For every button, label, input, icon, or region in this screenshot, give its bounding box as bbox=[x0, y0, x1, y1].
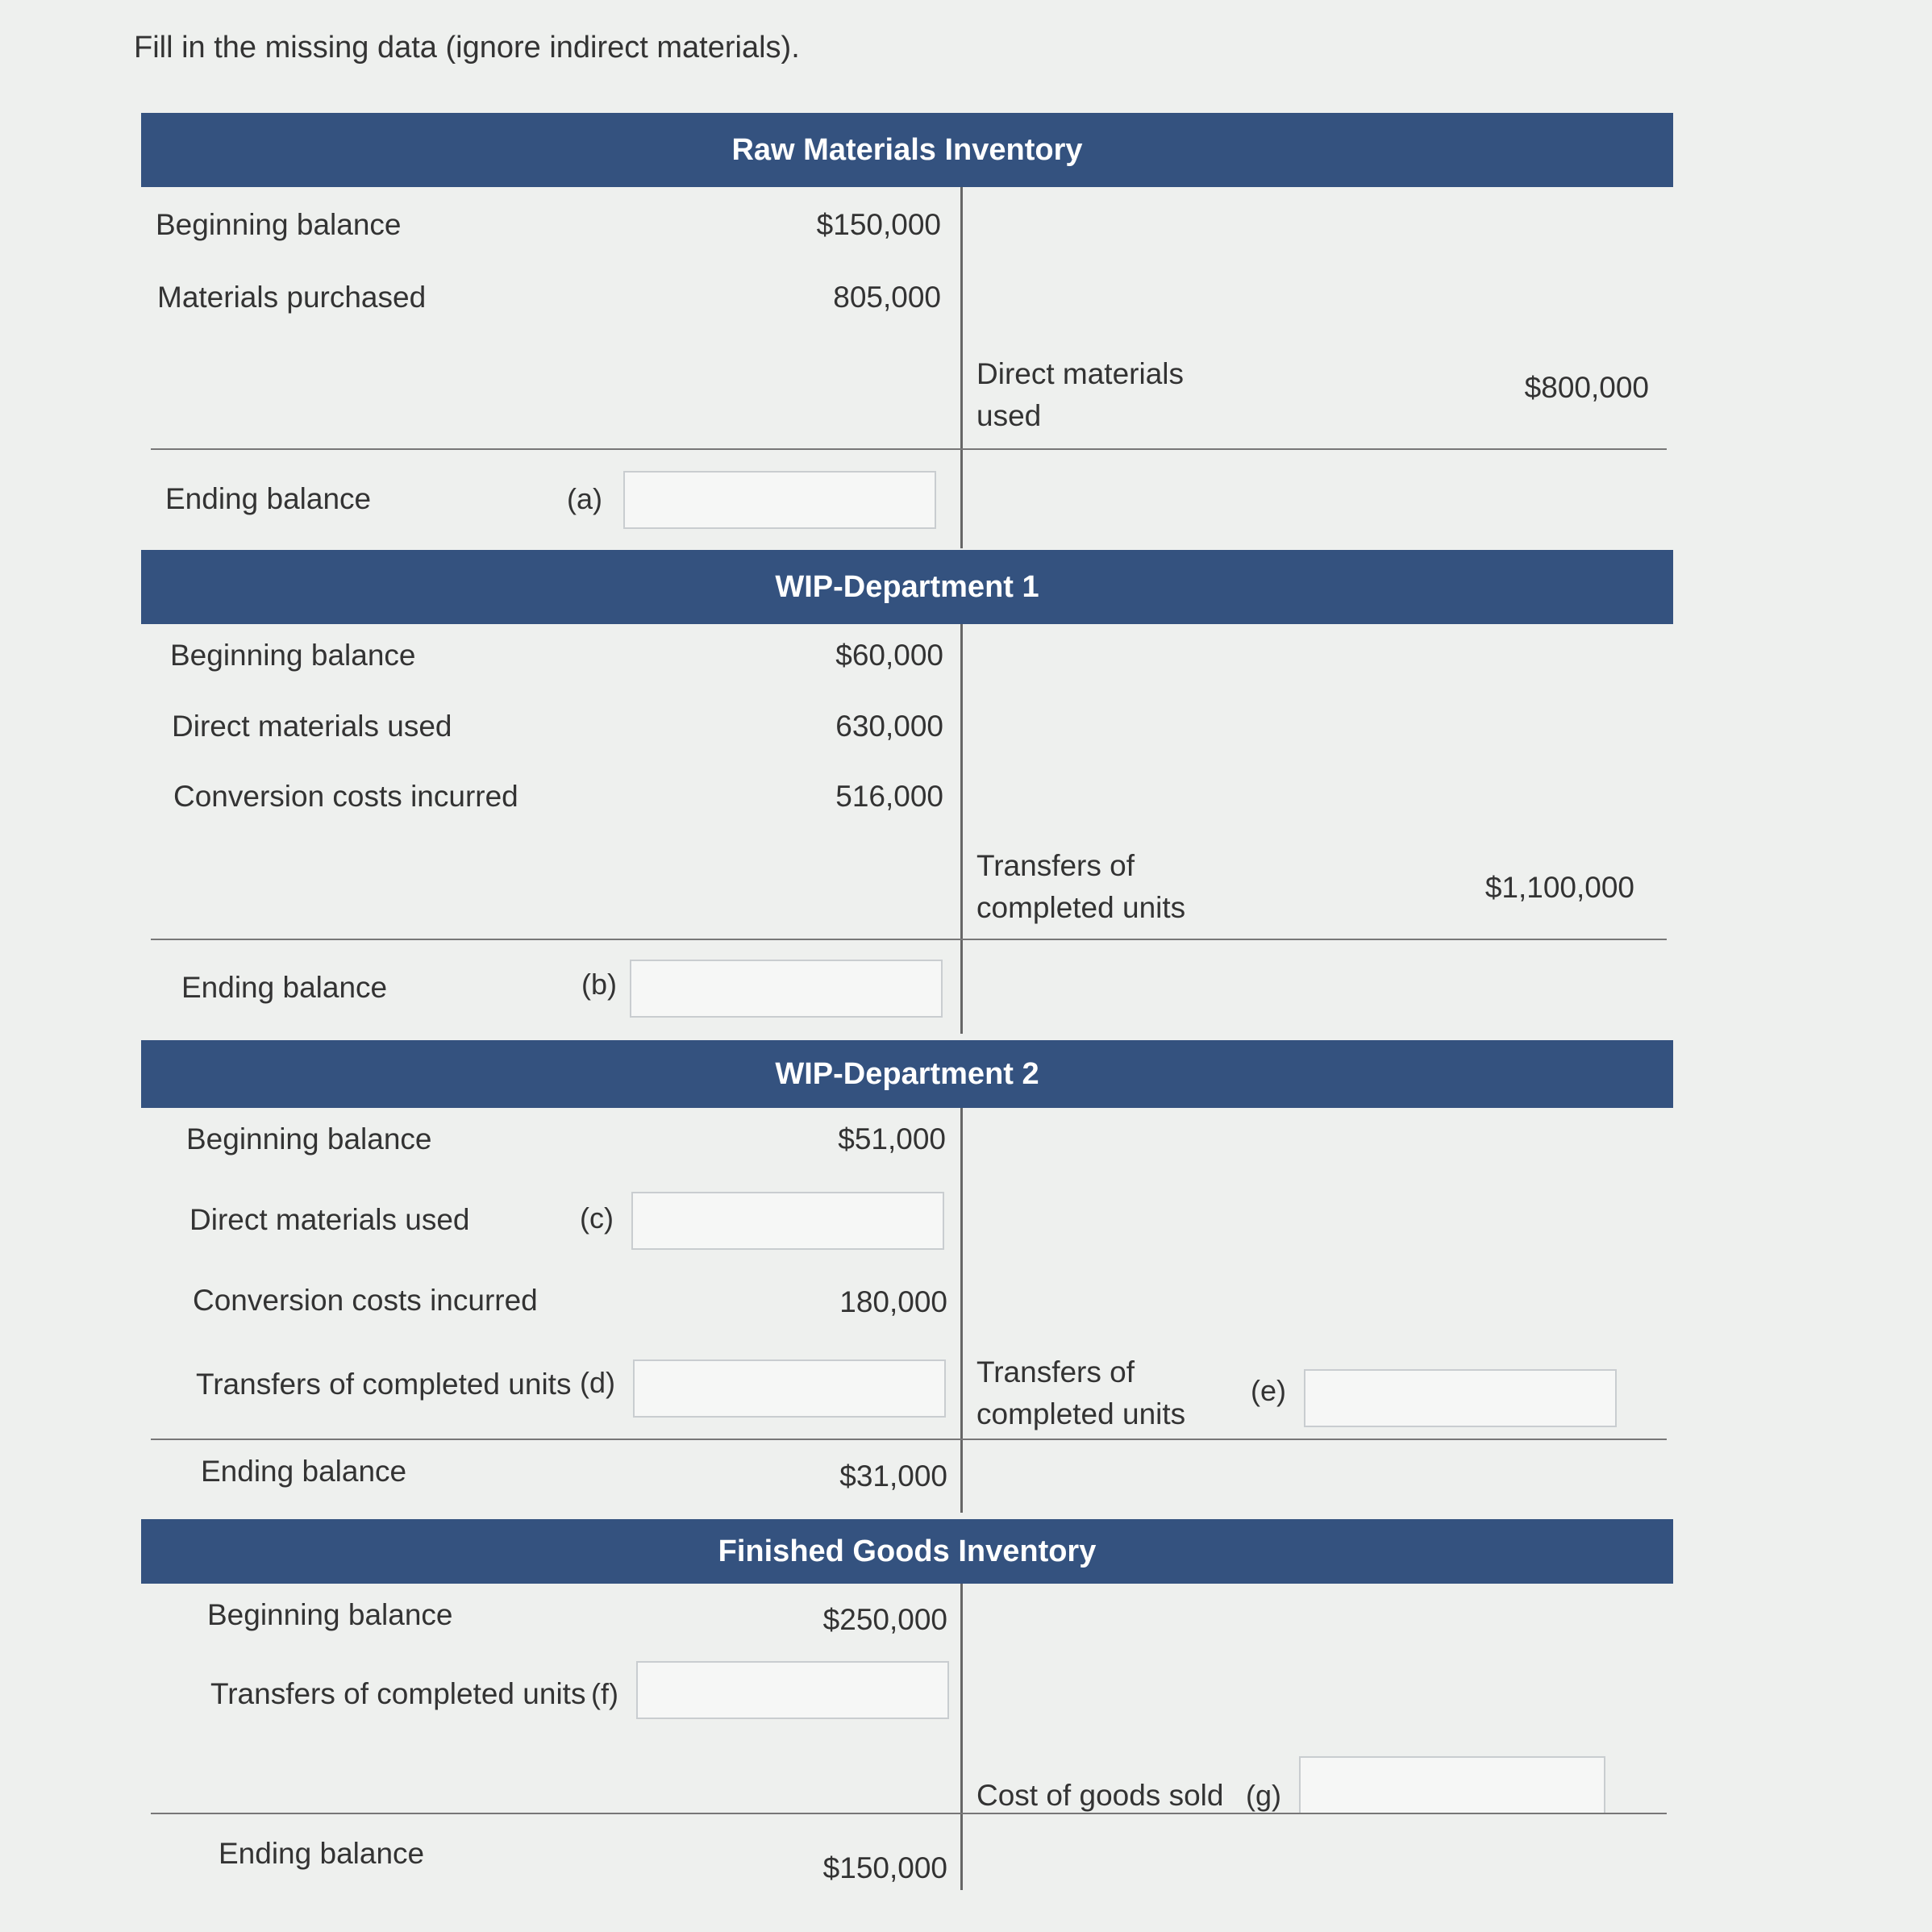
wip2-dm-label: Direct materials used bbox=[189, 1203, 470, 1236]
wip2-ending-value: $31,000 bbox=[839, 1459, 947, 1493]
wip-dept2-account bbox=[141, 1040, 1673, 1513]
fg-transfer-in-label: Transfers of completed units bbox=[210, 1677, 586, 1710]
wip2-transfer-in-letter: (d) bbox=[580, 1366, 615, 1399]
answer-b-input[interactable] bbox=[630, 960, 943, 1018]
wip1-cc-value: 516,000 bbox=[835, 780, 943, 813]
fg-ending-value: $150,000 bbox=[822, 1851, 947, 1884]
wip2-credit-letter: (e) bbox=[1251, 1374, 1286, 1407]
wip1-credit-value: $1,100,000 bbox=[1484, 871, 1634, 904]
wip2-credit-label: Transfers of completed units bbox=[976, 1355, 1186, 1430]
finished-goods-account bbox=[141, 1519, 1673, 1890]
rm-beginning-value: $150,000 bbox=[816, 208, 941, 241]
t-account-divider bbox=[960, 187, 963, 548]
instruction-text: Fill in the missing data (ignore indirect materials). bbox=[134, 31, 800, 65]
rm-ending-letter: (a) bbox=[567, 482, 602, 515]
wip2-cc-value: 180,000 bbox=[839, 1285, 947, 1318]
wip2-beginning-value: $51,000 bbox=[838, 1122, 946, 1155]
wip1-ending-letter: (b) bbox=[581, 968, 617, 1001]
wip1-header: WIP-Department 1 bbox=[141, 550, 1673, 624]
wip1-beginning-value: $60,000 bbox=[835, 639, 943, 672]
fg-beginning-value: $250,000 bbox=[822, 1603, 947, 1636]
t-account-divider bbox=[960, 1584, 963, 1890]
raw-materials-header: Raw Materials Inventory bbox=[141, 113, 1673, 187]
wip2-header: WIP-Department 2 bbox=[141, 1040, 1673, 1108]
fg-total-rule bbox=[151, 1813, 1667, 1814]
wip1-dm-label: Direct materials used bbox=[172, 710, 452, 743]
fg-beginning-label: Beginning balance bbox=[207, 1598, 453, 1631]
t-account-divider bbox=[960, 1108, 963, 1513]
wip1-credit-label: Transfers of completed units bbox=[976, 849, 1186, 924]
fg-transfer-in-letter: (f) bbox=[591, 1677, 618, 1710]
answer-g-input[interactable] bbox=[1299, 1756, 1605, 1814]
wip2-transfer-in-label: Transfers of completed units bbox=[196, 1368, 572, 1401]
raw-materials-account bbox=[141, 113, 1673, 548]
wip2-beginning-label: Beginning balance bbox=[186, 1122, 432, 1155]
answer-d-input[interactable] bbox=[633, 1359, 946, 1418]
t-account-divider bbox=[960, 624, 963, 1034]
wip2-total-rule bbox=[151, 1439, 1667, 1440]
wip2-dm-letter: (c) bbox=[580, 1201, 614, 1235]
wip1-beginning-label: Beginning balance bbox=[170, 639, 416, 672]
answer-f-input[interactable] bbox=[636, 1661, 949, 1719]
wip1-total-rule bbox=[151, 939, 1667, 940]
rm-credit-value: $800,000 bbox=[1524, 371, 1649, 404]
answer-c-input[interactable] bbox=[631, 1192, 944, 1250]
rm-purchased-value: 805,000 bbox=[833, 281, 941, 314]
fg-cogs-letter: (g) bbox=[1246, 1779, 1281, 1812]
answer-a-input[interactable] bbox=[623, 471, 936, 529]
wip-dept1-account bbox=[141, 550, 1673, 1034]
wip2-ending-label: Ending balance bbox=[201, 1455, 407, 1488]
finished-goods-header: Finished Goods Inventory bbox=[141, 1519, 1673, 1584]
wip1-dm-value: 630,000 bbox=[835, 710, 943, 743]
wip1-ending-label: Ending balance bbox=[181, 971, 388, 1004]
fg-ending-label: Ending balance bbox=[219, 1837, 425, 1870]
rm-total-rule bbox=[151, 448, 1667, 450]
rm-beginning-label: Beginning balance bbox=[156, 208, 402, 241]
wip1-cc-label: Conversion costs incurred bbox=[173, 780, 518, 813]
answer-e-input[interactable] bbox=[1304, 1369, 1617, 1427]
rm-purchased-label: Materials purchased bbox=[157, 281, 427, 314]
wip2-cc-label: Conversion costs incurred bbox=[193, 1284, 538, 1317]
rm-ending-label: Ending balance bbox=[165, 482, 372, 515]
fg-cogs-label: Cost of goods sold bbox=[976, 1779, 1224, 1812]
rm-credit-label: Direct materials used bbox=[976, 357, 1184, 432]
